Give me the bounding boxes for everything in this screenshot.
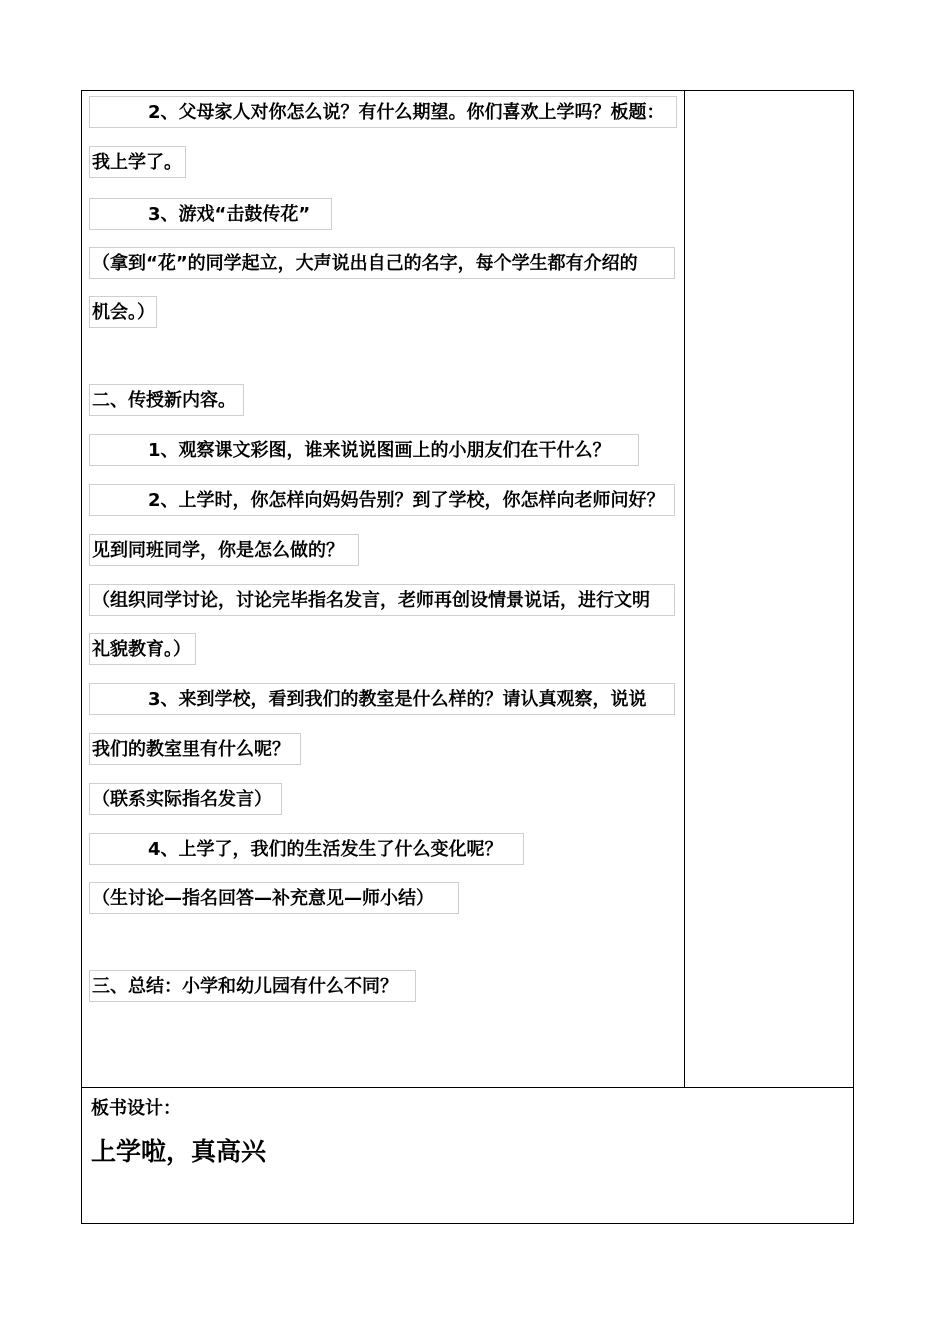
content-line-classroom-wrap: 我们的教室里有什么呢？ — [89, 733, 301, 765]
content-line-discussion-flow: （生讨论—指名回答—补充意见—师小结） — [89, 882, 459, 914]
content-line-discussion-wrap: 礼貌教育。） — [89, 633, 196, 665]
section-heading-summary: 三、总结：小学和幼儿园有什么不同？ — [89, 970, 416, 1002]
board-design-label: 板书设计： — [91, 1098, 181, 1119]
content-line-greetings: 2、上学时，你怎样向妈妈告别？到了学校，你怎样向老师问好？ — [89, 484, 675, 516]
content-line-speak-up: （联系实际指名发言） — [89, 783, 282, 815]
content-line-observe-picture: 1、观察课文彩图，谁来说说图画上的小朋友们在干什么？ — [89, 434, 639, 466]
content-line-title-wrap: 我上学了。 — [89, 146, 186, 178]
table-row-divider — [81, 1087, 854, 1088]
content-line-life-changes: 4、上学了，我们的生活发生了什么变化呢？ — [89, 833, 524, 865]
content-line-discussion: （组织同学讨论，讨论完毕指名发言，老师再创设情景说话，进行文明 — [89, 584, 675, 616]
content-line-parents-expectation: 2、父母家人对你怎么说？有什么期望。你们喜欢上学吗？板题： — [89, 96, 677, 128]
content-line-game-instructions: （拿到“花”的同学起立，大声说出自己的名字，每个学生都有介绍的 — [89, 247, 675, 279]
content-line-classroom: 3、来到学校，看到我们的教室是什么样的？请认真观察，说说 — [89, 683, 675, 715]
content-line-game-instructions-wrap: 机会。） — [89, 296, 157, 328]
content-line-game: 3、游戏“击鼓传花” — [89, 198, 332, 230]
table-column-divider — [684, 90, 685, 1087]
content-line-greetings-wrap: 见到同班同学，你是怎么做的？ — [89, 534, 359, 566]
board-design-title: 上学啦，真高兴 — [91, 1137, 267, 1166]
section-heading-new-content: 二、传授新内容。 — [89, 384, 244, 416]
